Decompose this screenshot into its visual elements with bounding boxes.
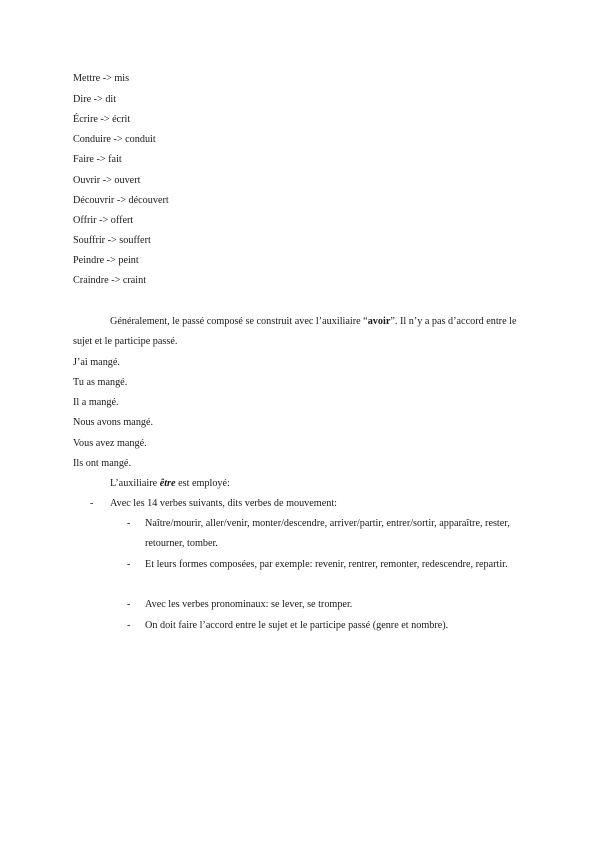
conjugation-line: Tu as mangé. bbox=[73, 377, 128, 388]
bullet-dash: - bbox=[90, 498, 94, 509]
conjugation-line: Nous avons mangé. bbox=[73, 417, 154, 428]
conjugation-line: J’ai mangé. bbox=[73, 357, 120, 368]
verb-line: Craindre -> craint bbox=[73, 275, 147, 286]
verb-line: Dire -> dit bbox=[73, 94, 117, 105]
conjugation-line: Vous avez mangé. bbox=[73, 438, 147, 449]
bullet-text: Avec les 14 verbes suivants, dits verbes de mouvement: bbox=[110, 498, 337, 509]
verb-line: Peindre -> peint bbox=[73, 255, 139, 266]
sub-bullet-dash: - bbox=[127, 620, 131, 631]
verb-line: Offrir -> offert bbox=[73, 215, 134, 226]
etre-line-before: L’auxiliaire bbox=[110, 478, 160, 489]
sub-bullet-text: Naître/mourir, aller/venir, monter/descendre, arriver/partir, entrer/sortir, apparaître, rester, retourner, tomber. bbox=[145, 518, 510, 549]
avoir-paragraph-after: ”. Il n’y a pas d’accord entre le sujet et le participe passé. bbox=[73, 316, 517, 347]
verb-line: Mettre -> mis bbox=[73, 73, 130, 84]
verb-line: Conduire -> conduit bbox=[73, 134, 156, 145]
sub-bullet-dash: - bbox=[127, 559, 131, 570]
sub-bullet-dash: - bbox=[127, 518, 131, 529]
etre-keyword: être bbox=[159, 478, 176, 489]
sub-bullet-dash: - bbox=[127, 599, 131, 610]
verb-line: Découvrir -> découvert bbox=[73, 195, 169, 206]
avoir-paragraph-before: Généralement, le passé composé se construit avec l’auxiliaire “ bbox=[110, 316, 368, 327]
verb-line: Faire -> fait bbox=[73, 154, 122, 165]
sub-bullet-text: Avec les verbes pronominaux: se lever, se tromper. bbox=[145, 599, 353, 610]
sub-bullet-text: Et leurs formes composées, par exemple: revenir, rentrer, remonter, redescendre, repartir. bbox=[145, 559, 508, 570]
avoir-paragraph bbox=[73, 312, 533, 352]
avoir-keyword: avoir bbox=[367, 316, 391, 327]
conjugation-line: Ils ont mangé. bbox=[73, 458, 132, 469]
verb-line: Souffrir -> souffert bbox=[73, 235, 151, 246]
verb-line: Ouvrir -> ouvert bbox=[73, 175, 141, 186]
etre-line bbox=[110, 477, 230, 490]
sub-bullet-text: On doit faire l’accord entre le sujet et le participe passé (genre et nombre). bbox=[145, 620, 449, 631]
conjugation-line: Il a mangé. bbox=[73, 397, 119, 408]
etre-line-after: est employé: bbox=[175, 478, 230, 489]
verb-line: Écrire -> écrit bbox=[73, 114, 131, 125]
